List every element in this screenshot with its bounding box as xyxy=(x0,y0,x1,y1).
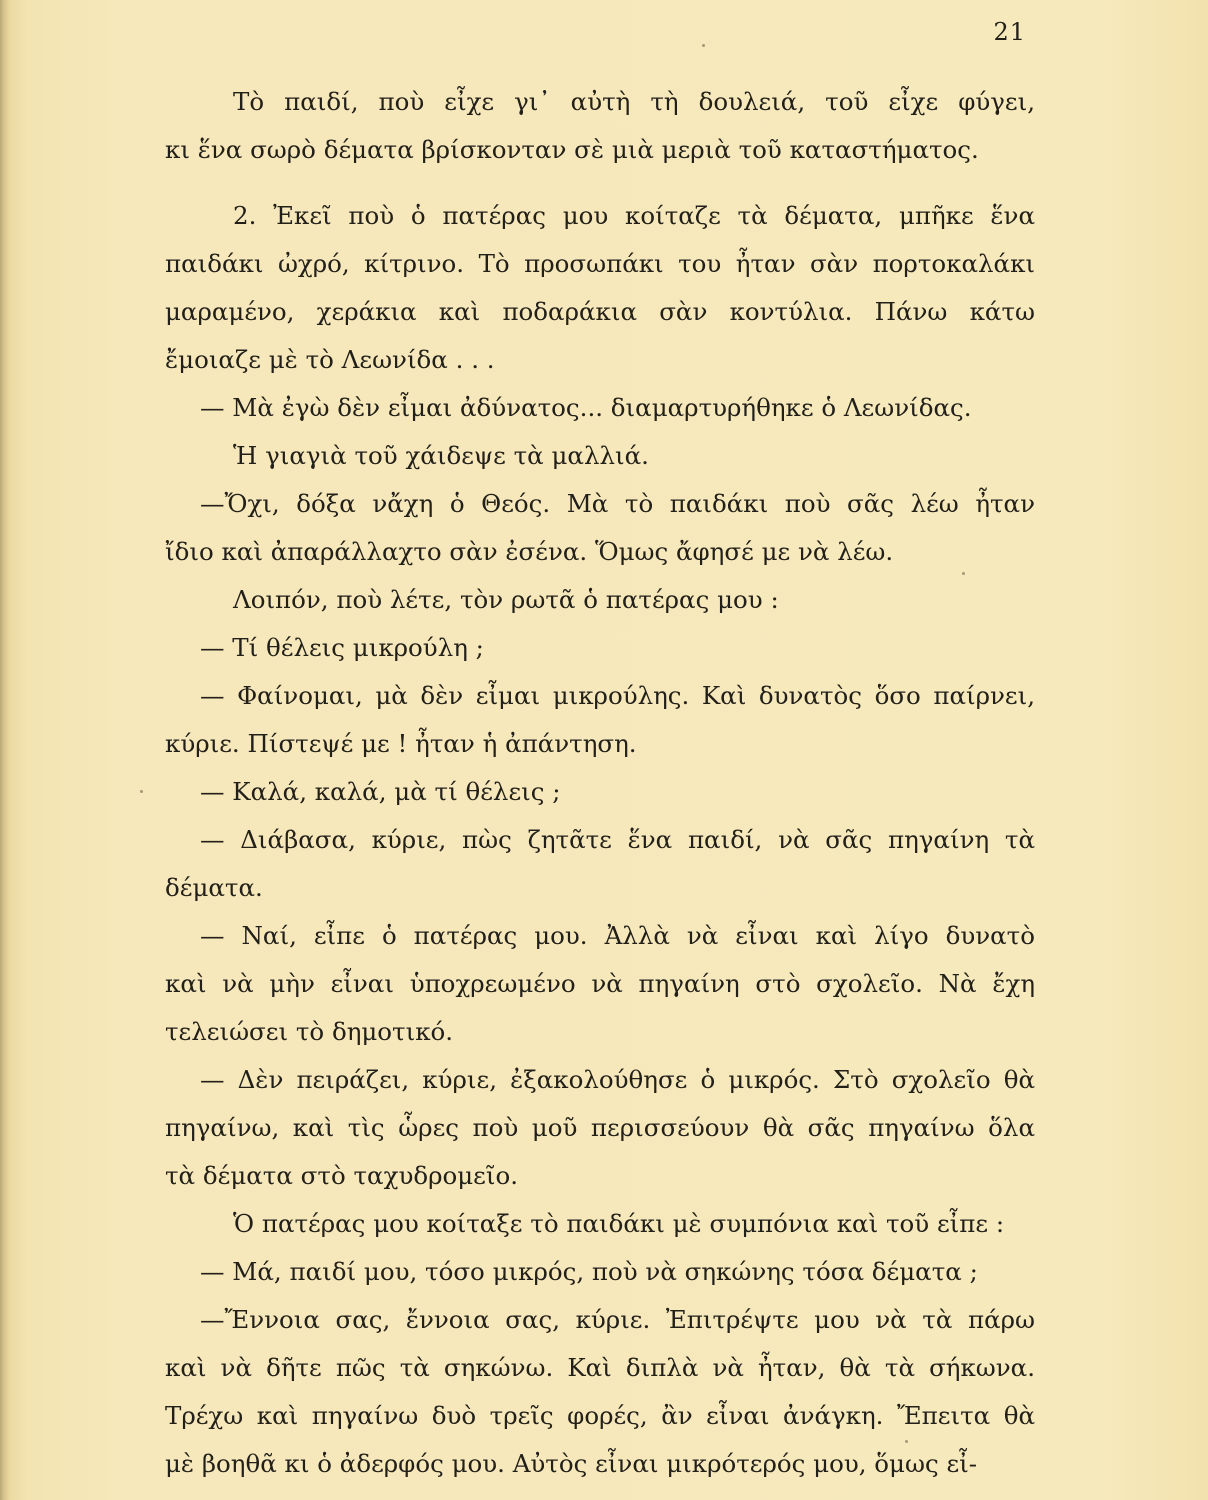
paragraph xyxy=(165,1056,1035,1200)
text-line: μὲ βοηθᾶ κι ὁ ἀδερφός μου. Αὐτὸς εἶναι μικρότερός μου, ὅμως εἶ- xyxy=(165,1449,978,1478)
paragraph xyxy=(165,432,1035,480)
text-line: δέματα. xyxy=(165,873,263,902)
paragraph xyxy=(165,192,1035,384)
paragraph xyxy=(165,78,1035,174)
text-line: Λοιπόν, ποὺ λέτε, τὸν ρωτᾶ ὁ πατέρας μου : xyxy=(233,585,779,614)
paper-speck xyxy=(962,572,965,575)
paragraph xyxy=(165,1296,1035,1488)
body-text xyxy=(165,78,1035,1488)
text-line: Ἡ γιαγιὰ τοῦ χάιδεψε τὰ μαλλιά. xyxy=(233,441,649,470)
text-line: ἔμοιαζε μὲ τὸ Λεωνίδα . . . xyxy=(165,345,495,374)
text-line: καὶ νὰ δῆτε πῶς τὰ σηκώνω. Καὶ διπλὰ νὰ ἦταν, θὰ τὰ σήκωνα. xyxy=(165,1353,1035,1382)
text-line: Τὸ παιδί, ποὺ εἶχε γι᾽ αὐτὴ τὴ δουλειά, τοῦ εἶχε φύγει, xyxy=(233,87,1035,116)
text-line: —Ὄχι, δόξα νἄχη ὁ Θεός. Μὰ τὸ παιδάκι ποὺ σᾶς λέω ἦταν xyxy=(200,489,1035,518)
text-line: — Καλά, καλά, μὰ τί θέλεις ; xyxy=(200,777,561,806)
paragraph xyxy=(165,912,1035,1056)
text-line: καὶ νὰ μὴν εἶναι ὑποχρεωμένο νὰ πηγαίνη στὸ σχολεῖο. Νὰ ἔχη xyxy=(165,969,1035,998)
text-line: τὰ δέματα στὸ ταχυδρομεῖο. xyxy=(165,1161,519,1190)
text-line: — Μὰ ἐγὼ δὲν εἶμαι ἀδύνατος... διαμαρτυρήθηκε ὁ Λεωνίδας. xyxy=(200,393,972,422)
paragraph xyxy=(165,624,1035,672)
text-line: Ὁ πατέρας μου κοίταξε τὸ παιδάκι μὲ συμπόνια καὶ τοῦ εἶπε : xyxy=(233,1209,1005,1238)
paragraph xyxy=(165,672,1035,768)
text-line: μαραμένο, χεράκια καὶ ποδαράκια σὰν κοντύλια. Πάνω κάτω xyxy=(165,297,1035,326)
text-line: — Τί θέλεις μικρούλη ; xyxy=(200,633,484,662)
text-line: πηγαίνω, καὶ τὶς ὧρες ποὺ μοῦ περισσεύουν θὰ σᾶς πηγαίνω ὅλα xyxy=(165,1113,1035,1142)
text-line: —Ἔννοια σας, ἔννοια σας, κύριε. Ἐπιτρέψτε μου νὰ τὰ πάρω xyxy=(200,1305,1035,1334)
page-binding-edge xyxy=(0,0,10,1500)
text-line: 2. Ἐκεῖ ποὺ ὁ πατέρας μου κοίταζε τὰ δέματα, μπῆκε ἕνα xyxy=(233,201,1035,230)
text-line: — Φαίνομαι, μὰ δὲν εἶμαι μικρούλης. Καὶ δυνατὸς ὅσο παίρνει, xyxy=(200,681,1035,710)
paragraph xyxy=(165,480,1035,576)
text-line: ἴδιο καὶ ἀπαράλλαχτο σὰν ἐσένα. Ὅμως ἄφησέ με νὰ λέω. xyxy=(165,537,894,566)
text-line: τελειώσει τὸ δημοτικό. xyxy=(165,1017,454,1046)
paper-speck xyxy=(702,44,705,47)
text-line: — Διάβασα, κύριε, πὼς ζητᾶτε ἕνα παιδί, νὰ σᾶς πηγαίνη τὰ xyxy=(200,825,1035,854)
text-line: Τρέχω καὶ πηγαίνω δυὸ τρεῖς φορές, ἂν εἶναι ἀνάγκη. Ἔπειτα θὰ xyxy=(165,1401,1035,1430)
text-line: κύριε. Πίστεψέ με ! ἦταν ἡ ἀπάντηση. xyxy=(165,729,637,758)
paragraph xyxy=(165,1200,1035,1248)
text-line: — Δὲν πειράζει, κύριε, ἐξακολούθησε ὁ μικρός. Στὸ σχολεῖο θὰ xyxy=(200,1065,1035,1094)
text-line: παιδάκι ὠχρό, κίτρινο. Τὸ προσωπάκι του ἦταν σὰν πορτοκαλάκι xyxy=(165,249,1035,278)
text-line: — Μά, παιδί μου, τόσο μικρός, ποὺ νὰ σηκώνης τόσα δέματα ; xyxy=(200,1257,978,1286)
paragraph xyxy=(165,1248,1035,1296)
text-line: — Ναί, εἶπε ὁ πατέρας μου. Ἀλλὰ νὰ εἶναι καὶ λίγο δυνατὸ xyxy=(200,921,1035,950)
paragraph xyxy=(165,768,1035,816)
paragraph xyxy=(165,816,1035,912)
paper-speck xyxy=(905,1440,908,1443)
paragraph xyxy=(165,576,1035,624)
paragraph-gap xyxy=(165,174,1035,192)
paper-speck xyxy=(140,790,143,793)
text-line: κι ἕνα σωρὸ δέματα βρίσκονταν σὲ μιὰ μεριὰ τοῦ καταστήματος. xyxy=(165,135,979,164)
paragraph xyxy=(165,384,1035,432)
page-number: 21 xyxy=(993,18,1026,46)
